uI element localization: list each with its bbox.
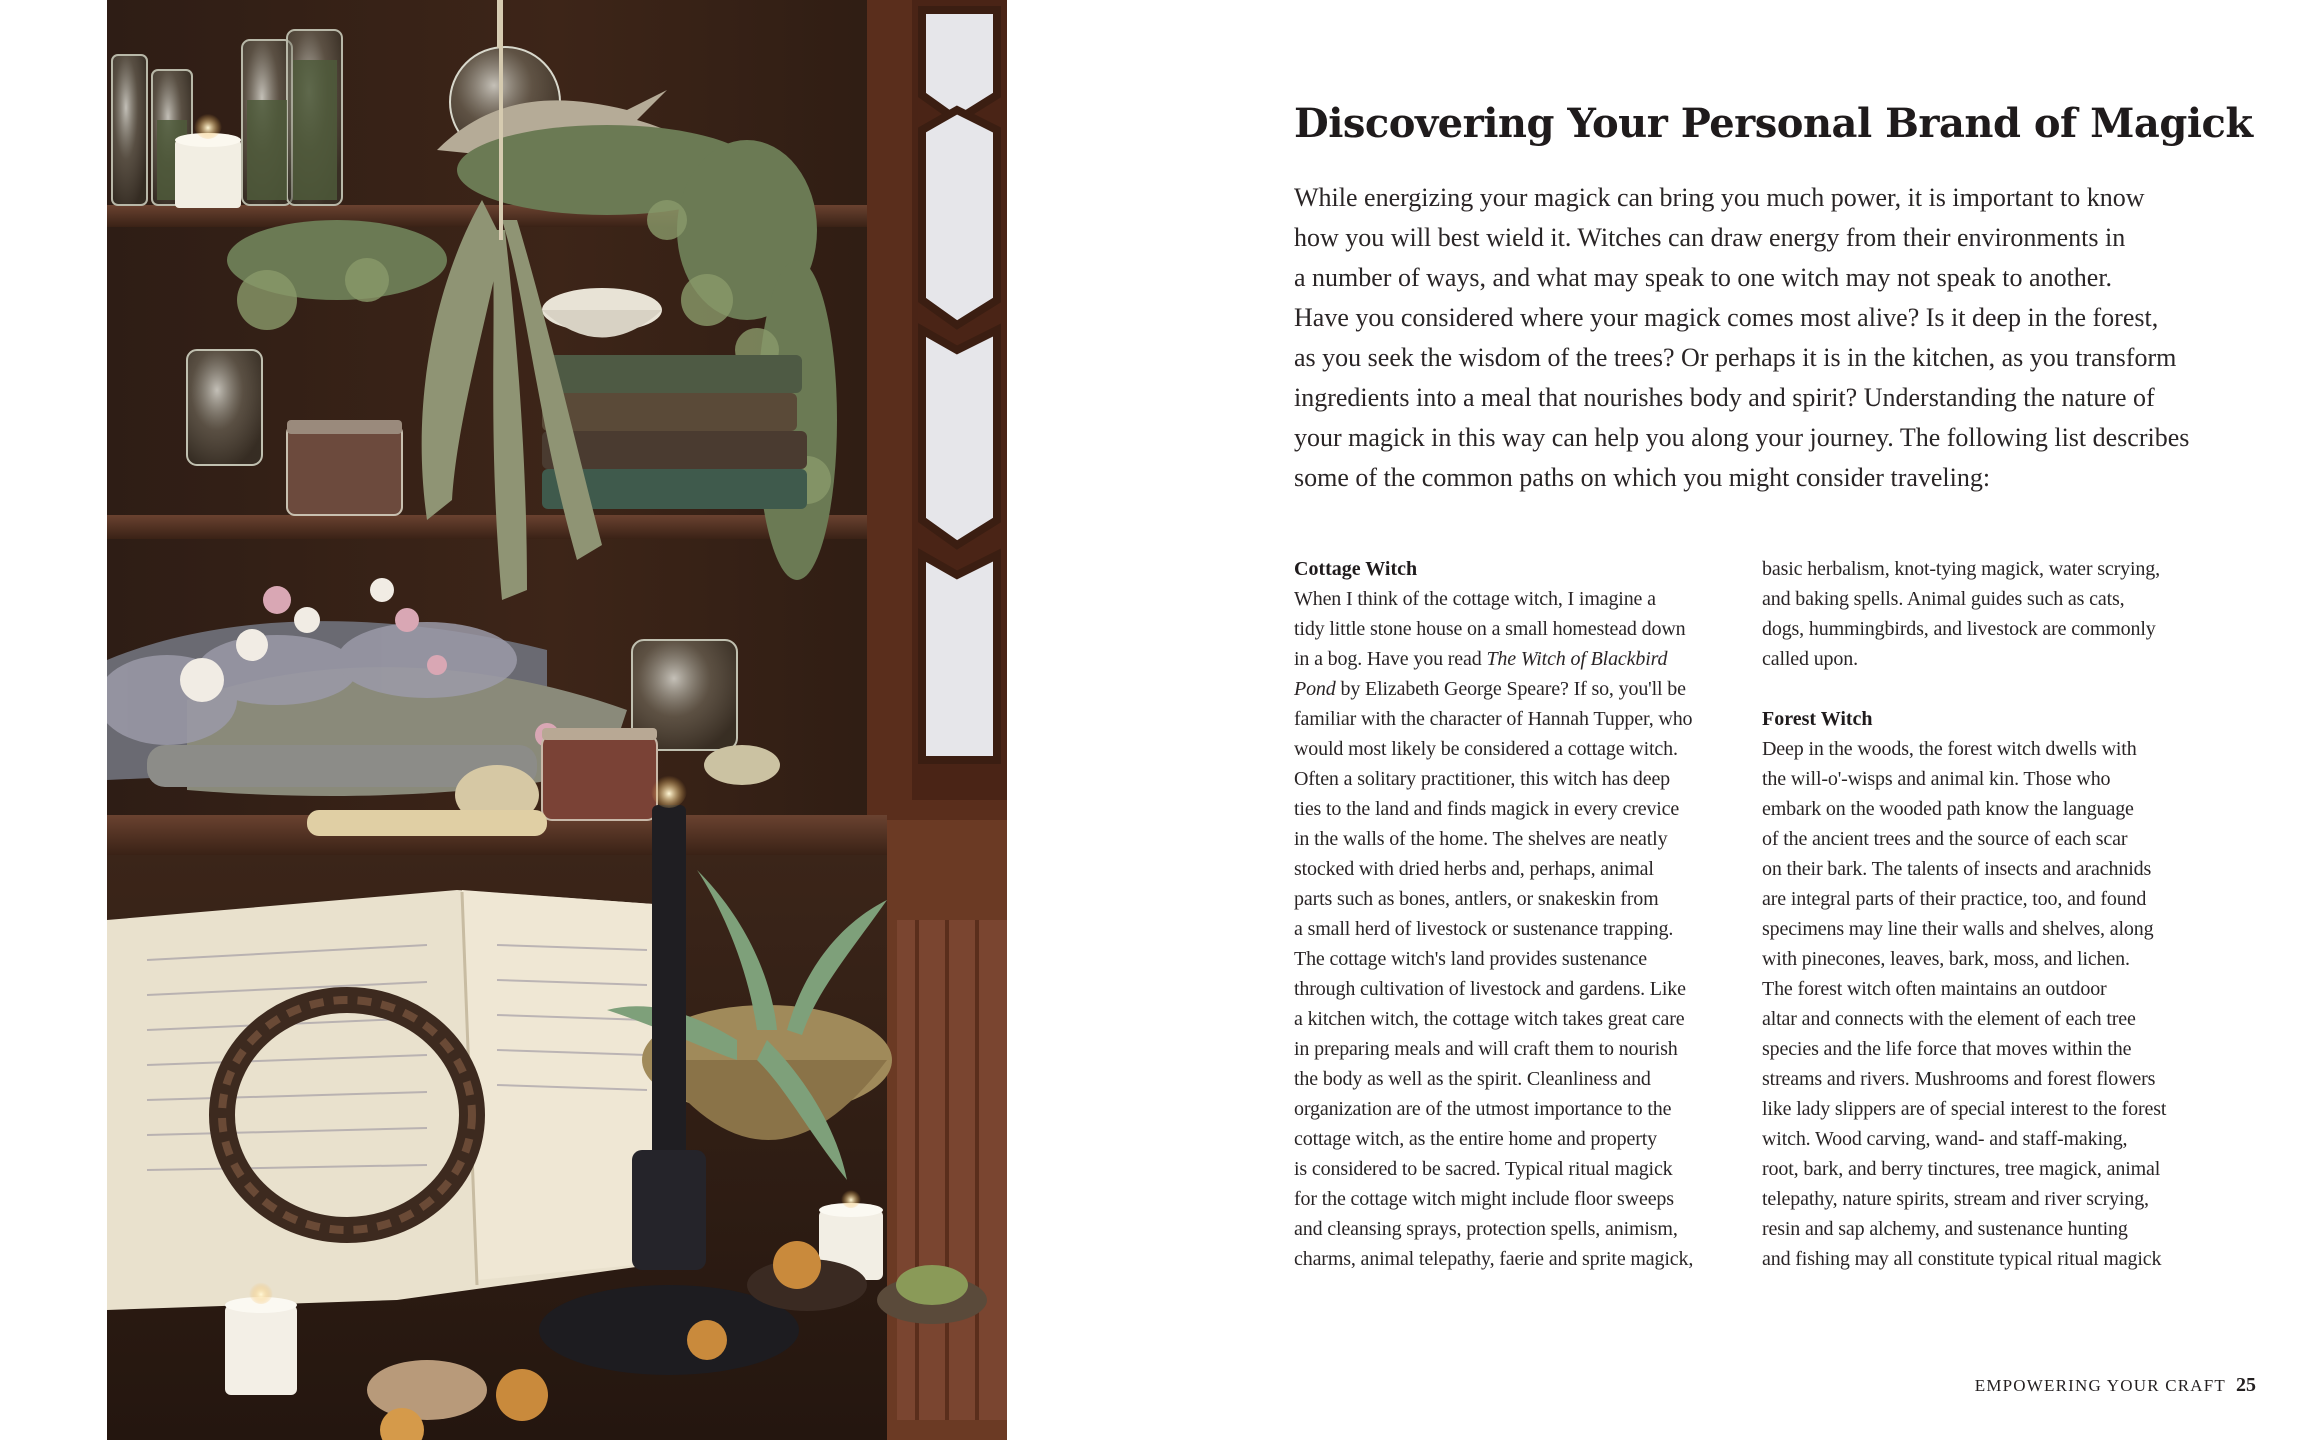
forest-line: witch. Wood carving, wand- and staff-making, (1762, 1128, 2128, 1150)
intro-line: a number of ways, and what may speak to one witch may not speak to another. (1294, 263, 2113, 292)
book-title: The Witch of Blackbird (1486, 648, 1668, 670)
forest-line: the will-o'-wisps and animal kin. Those who (1762, 768, 2111, 790)
witch-cabinet-photo (107, 0, 1007, 1440)
continuation-line: called upon. (1762, 648, 1858, 670)
cottage-line: and cleansing sprays, protection spells, animism, (1294, 1218, 1678, 1240)
section-heading: Discovering Your Personal Brand of Magick (1294, 100, 2253, 147)
forest-line: and fishing may all constitute typical ritual magick (1762, 1248, 2162, 1270)
cottage-line: stocked with dried herbs and, perhaps, animal (1294, 858, 1654, 880)
forest-line: root, bark, and berry tinctures, tree magick, animal (1762, 1158, 2161, 1180)
forest-line: embark on the wooded path know the language (1762, 798, 2134, 820)
cottage-line: a small herd of livestock or sustenance trapping. (1294, 918, 1674, 940)
page-number: 25 (2236, 1374, 2256, 1396)
intro-line: While energizing your magick can bring you much power, it is important to know (1294, 183, 2145, 212)
cottage-line: ties to the land and finds magick in every crevice (1294, 798, 1680, 820)
forest-line: are integral parts of their practice, too, and found (1762, 888, 2147, 910)
forest-line: Deep in the woods, the forest witch dwells with (1762, 738, 2137, 760)
intro-line: ingredients into a meal that nourishes body and spirit? Understanding the nature of (1294, 383, 2155, 412)
forest-line: streams and rivers. Mushrooms and forest flowers (1762, 1068, 2156, 1090)
cottage-line: tidy little stone house on a small homestead down (1294, 618, 1686, 640)
cottage-witch-heading: Cottage Witch (1294, 558, 1418, 580)
cottage-line: a kitchen witch, the cottage witch takes great care (1294, 1008, 1685, 1030)
cottage-line: is considered to be sacred. Typical ritual magick (1294, 1158, 1673, 1180)
intro-line: as you seek the wisdom of the trees? Or perhaps it is in the kitchen, as you transform (1294, 343, 2177, 372)
forest-line: altar and connects with the element of each tree (1762, 1008, 2136, 1030)
forest-line: of the ancient trees and the source of each scar (1762, 828, 2128, 850)
forest-line: The forest witch often maintains an outdoor (1762, 978, 2107, 1000)
continuation-line: basic herbalism, knot-tying magick, water scrying, (1762, 558, 2160, 580)
paragraph-gap (1762, 674, 2202, 704)
continuation-line: dogs, hummingbirds, and livestock are commonly (1762, 618, 2156, 640)
cottage-line: organization are of the utmost importance to the (1294, 1098, 1672, 1120)
forest-line: species and the life force that moves within the (1762, 1038, 2132, 1060)
cottage-line: would most likely be considered a cottage witch. (1294, 738, 1678, 760)
cottage-line (1294, 644, 1734, 674)
forest-line: resin and sap alchemy, and sustenance hunting (1762, 1218, 2128, 1240)
cottage-line: in the walls of the home. The shelves are neatly (1294, 828, 1668, 850)
intro-line: Have you considered where your magick comes most alive? Is it deep in the forest, (1294, 303, 2159, 332)
forest-line: like lady slippers are of special interest to the forest (1762, 1098, 2167, 1120)
cottage-line: charms, animal telepathy, faerie and sprite magick, (1294, 1248, 1694, 1270)
forest-line: with pinecones, leaves, bark, moss, and lichen. (1762, 948, 2130, 970)
intro-line: some of the common paths on which you might consider traveling: (1294, 463, 1991, 492)
cottage-line-text: in a bog. Have you read (1294, 648, 1487, 670)
forest-witch-heading: Forest Witch (1762, 708, 1873, 730)
cottage-line: through cultivation of livestock and gardens. Like (1294, 978, 1686, 1000)
cottage-line: in preparing meals and will craft them to nourish (1294, 1038, 1678, 1060)
cottage-line: the body as well as the spirit. Cleanliness and (1294, 1068, 1651, 1090)
cottage-line: The cottage witch's land provides sustenance (1294, 948, 1647, 970)
cottage-line (1294, 674, 1734, 704)
intro-line: your magick in this way can help you along your journey. The following list describes (1294, 423, 2190, 452)
forest-line: on their bark. The talents of insects and arachnids (1762, 858, 2152, 880)
cottage-line: parts such as bones, antlers, or snakeskin from (1294, 888, 1659, 910)
right-column (1762, 554, 2202, 1274)
cottage-line: Often a solitary practitioner, this witch has deep (1294, 768, 1671, 790)
running-head: EMPOWERING YOUR CRAFT (1974, 1376, 2226, 1395)
intro-paragraph (1294, 178, 2229, 498)
forest-line: specimens may line their walls and shelves, along (1762, 918, 2154, 940)
continuation-line: and baking spells. Animal guides such as cats, (1762, 588, 2125, 610)
cottage-line: When I think of the cottage witch, I imagine a (1294, 588, 1656, 610)
cottage-line: cottage witch, as the entire home and property (1294, 1128, 1657, 1150)
page-footer (1975, 1372, 2256, 1399)
cottage-line: familiar with the character of Hannah Tupper, who (1294, 708, 1693, 730)
left-column (1294, 554, 1734, 1274)
book-title: Pond (1294, 678, 1336, 700)
forest-line: telepathy, nature spirits, stream and river scrying, (1762, 1188, 2149, 1210)
cottage-line: for the cottage witch might include floor sweeps (1294, 1188, 1674, 1210)
cottage-line-text: by Elizabeth George Speare? If so, you'll be (1335, 678, 1686, 700)
intro-line: how you will best wield it. Witches can draw energy from their environments in (1294, 223, 2126, 252)
